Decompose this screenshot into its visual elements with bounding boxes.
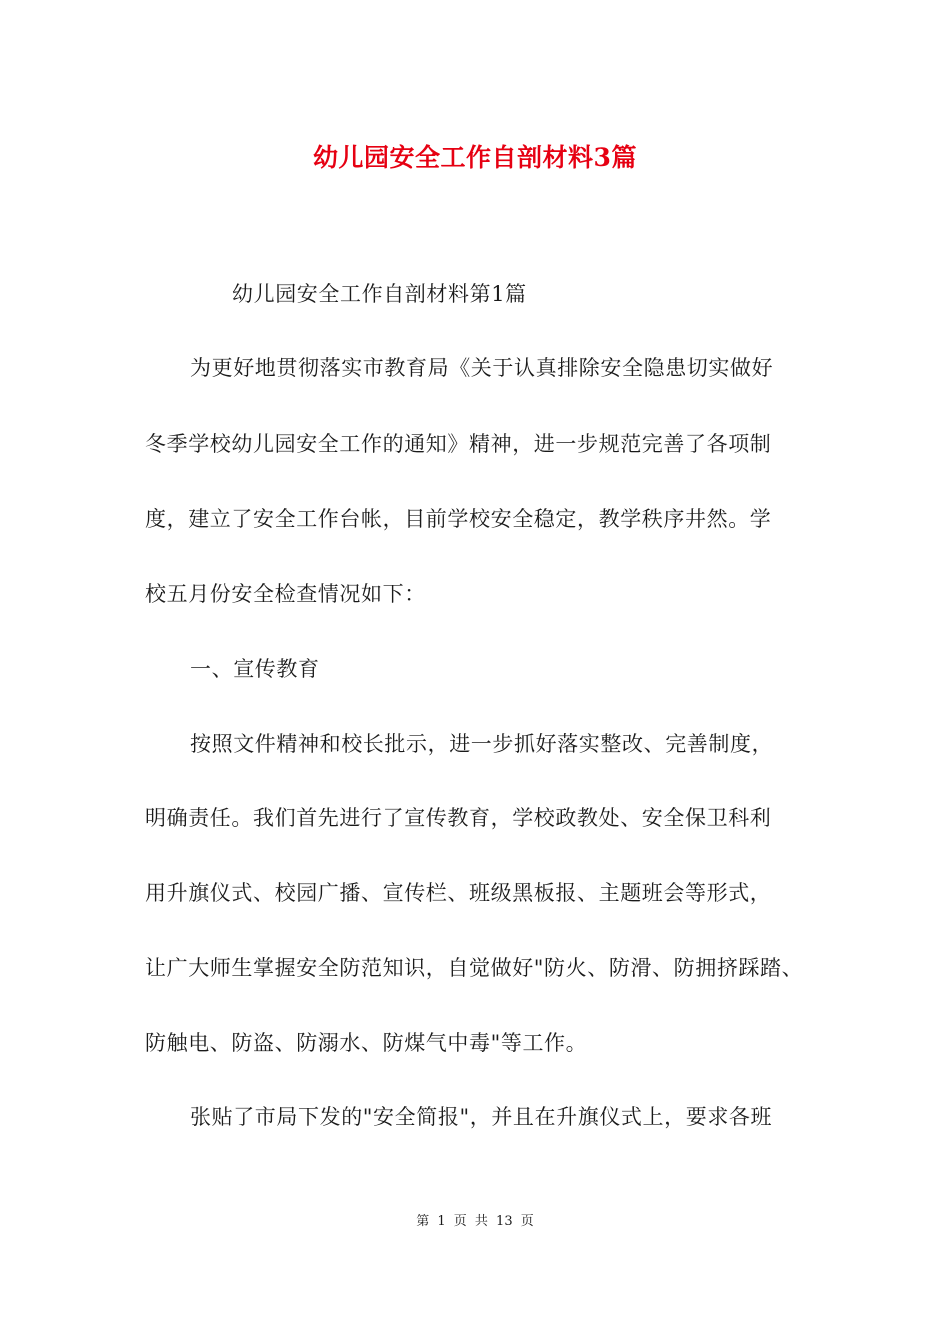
- paragraph-line: 为更好地贯彻落实市教育局《关于认真排除安全隐患切实做好: [190, 356, 774, 380]
- document-title: 幼儿园安全工作自剖材料3篇: [313, 143, 637, 172]
- paragraph-line: 张贴了市局下发的"安全简报"，并且在升旗仪式上，要求各班: [190, 1105, 773, 1129]
- section-heading: 幼儿园安全工作自剖材料第1篇: [232, 282, 527, 306]
- subsection-heading: 一、宣传教育: [190, 657, 320, 681]
- paragraph-line: 明确责任。我们首先进行了宣传教育，学校政教处、安全保卫科利: [145, 806, 772, 830]
- paragraph-line: 校五月份安全检查情况如下：: [145, 582, 426, 606]
- paragraph-line: 度，建立了安全工作台帐，目前学校安全稳定，教学秩序井然。学: [145, 507, 772, 531]
- page-number-footer: 第 1 页 共 13 页: [416, 1214, 534, 1229]
- paragraph-line: 按照文件精神和校长批示，进一步抓好落实整改、完善制度，: [190, 732, 774, 756]
- paragraph-line: 用升旗仪式、校园广播、宣传栏、班级黑板报、主题班会等形式，: [145, 881, 772, 905]
- paragraph-line: 防触电、防盗、防溺水、防煤气中毒"等工作。: [145, 1031, 588, 1055]
- paragraph-line: 让广大师生掌握安全防范知识，自觉做好"防火、防滑、防拥挤踩踏、: [145, 956, 804, 980]
- paragraph-line: 冬季学校幼儿园安全工作的通知》精神，进一步规范完善了各项制: [145, 432, 772, 456]
